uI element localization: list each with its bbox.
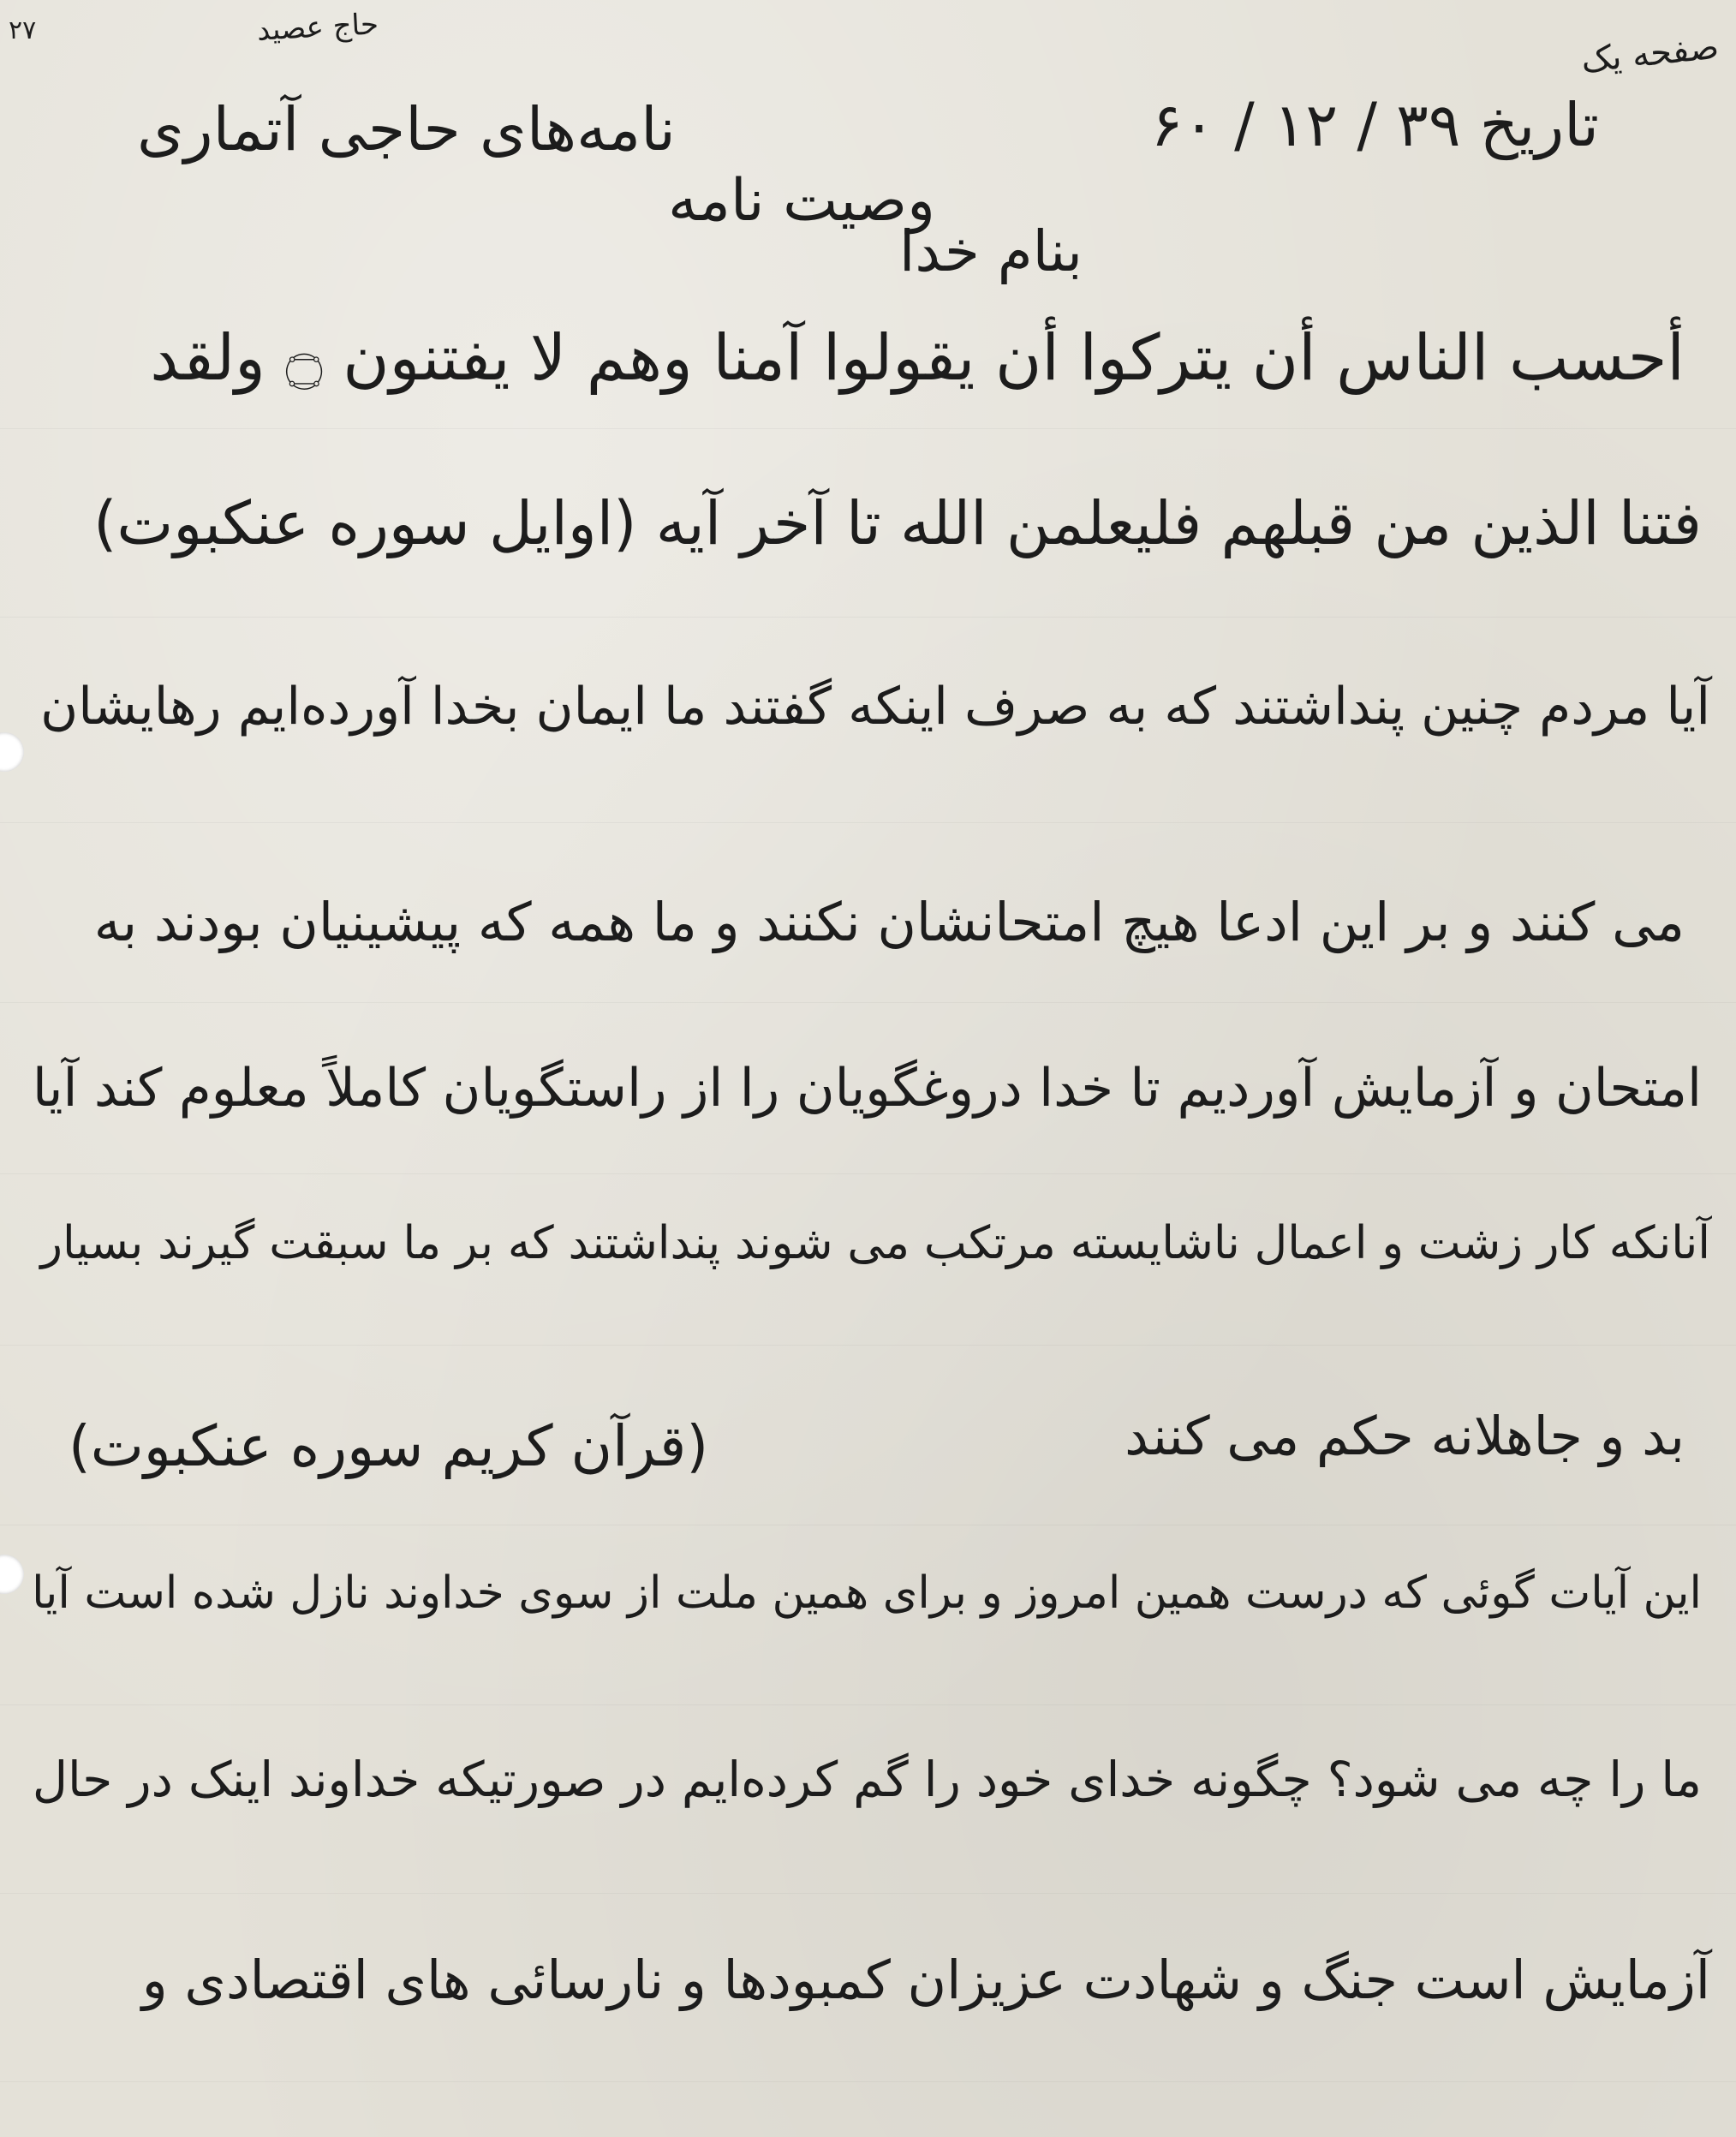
text-line: بد و جاهلانه حکم می کنند <box>1125 1405 1685 1467</box>
punch-hole <box>0 732 24 772</box>
paper-rule <box>0 1345 1736 1346</box>
paper-rule <box>0 1704 1736 1705</box>
page-label: صفحه یک <box>1578 27 1721 81</box>
will-title: وصیت نامه <box>668 167 936 235</box>
text-line: آنانکه کار زشت و اعمال ناشایسته مرتکب می شوند پنداشتند که بر ما سبقت گیرند بسیار <box>40 1216 1710 1269</box>
paper-rule <box>0 1893 1736 1894</box>
paper-rule <box>0 617 1736 618</box>
author-title: نامه‌های حاجی آتماری <box>137 94 676 164</box>
paper-rule <box>0 428 1736 429</box>
text-line: فتنا الذين من قبلهم فليعلمن الله تا آخر آیه (اوایل سوره عنکبوت) <box>93 488 1702 558</box>
margin-note: حاج عصید <box>256 7 379 48</box>
text-line: ما را چه می شود؟ چگونه خدای خود را گم کرده‌ایم در صورتیکه خداوند اینک در حال <box>32 1752 1702 1808</box>
paper-rule <box>0 2081 1736 2082</box>
basmala-heading: بنام خدا <box>899 218 1083 284</box>
paper-rule <box>0 1173 1736 1174</box>
corner-number: ۲۷ <box>9 15 37 45</box>
text-line: این آیات گوئی که درست همین امروز و برای همین ملت از سوی خداوند نازل شده است آیا <box>32 1567 1702 1619</box>
punch-hole <box>0 1555 24 1594</box>
text-line: امتحان و آزمایش آوردیم تا خدا دروغگویان را از راستگویان کاملاً معلوم کند آیا <box>32 1058 1702 1119</box>
text-line: آیا مردم چنین پنداشتند که به صرف اینکه گفتند ما ایمان بخدا آورده‌ایم رهایشان <box>40 677 1710 737</box>
text-line: أحسب الناس أن يتركوا أن يقولوا آمنا وهم لا يفتنون ۝ ولقد <box>150 321 1685 395</box>
quran-citation: (قرآن کریم سوره عنکبوت) <box>69 1413 709 1479</box>
text-line: آزمایش است جنگ و شهادت عزیزان کمبودها و نارسائی های اقتصادی و <box>141 1949 1710 2011</box>
paper-rule <box>0 1002 1736 1003</box>
paper-rule <box>0 822 1736 823</box>
text-line: می کنند و بر این ادعا هیچ امتحانشان نکنند و ما همه که پیشینیان بودند به <box>93 891 1685 953</box>
date-line: تاریخ ۳۹ / ۱۲ / ۶۰ <box>1150 90 1599 160</box>
